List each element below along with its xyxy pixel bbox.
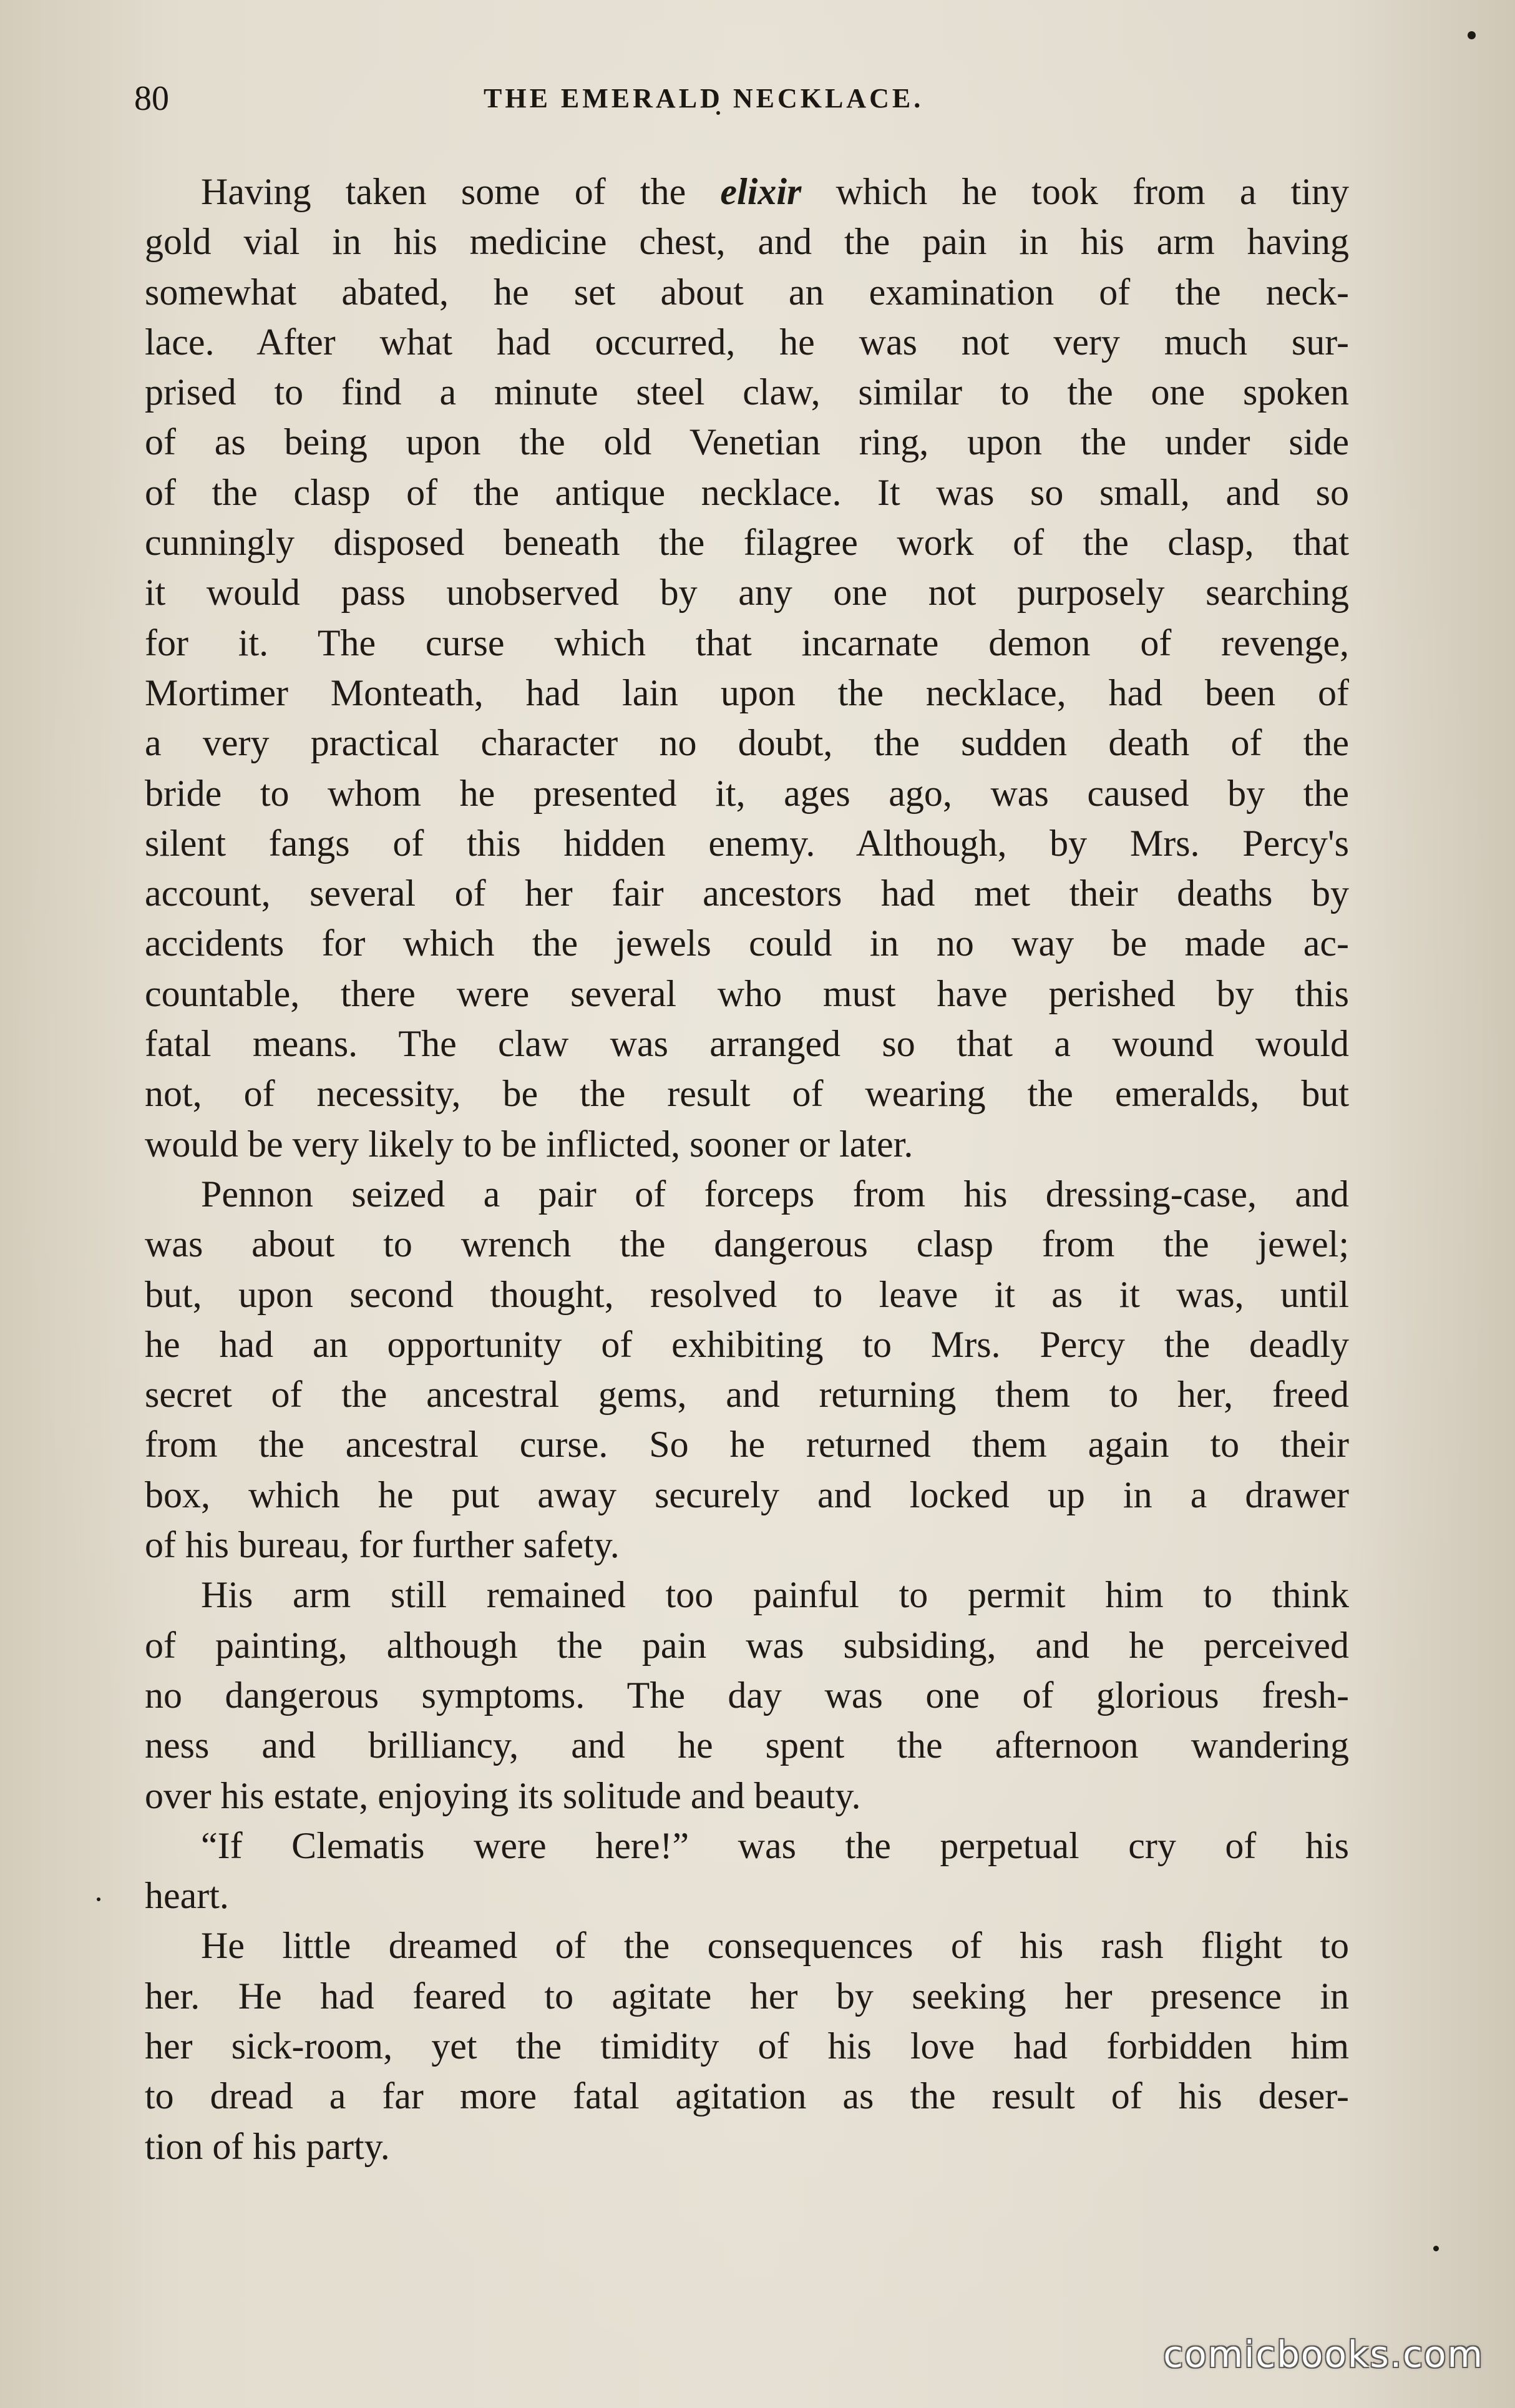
text-line: “If Clematis were here!” was the perpetual cry of his [201, 1824, 1349, 1866]
text-line: cunningly disposed beneath the filagree work of the clasp, that [145, 522, 1349, 564]
text-line: silent fangs of this hidden enemy. Although, by Mrs. Percy's [145, 822, 1349, 864]
text-line: His arm still remained too painful to permit him to think [201, 1574, 1349, 1616]
text-line: for it. The curse which that incarnate demon of revenge, [145, 622, 1349, 663]
text-line: would be very likely to be inflicted, sooner or later. [145, 1123, 913, 1165]
text-line: of the clasp of the antique necklace. It was so small, and so [145, 471, 1349, 513]
text-line: prised to find a minute steel claw, similar to the one spoken [145, 371, 1349, 413]
text-line: account, several of her fair ancestors had met their deaths by [145, 873, 1349, 914]
text-line: of painting, although the pain was subsiding, and he perceived [145, 1624, 1349, 1666]
text-line: from the ancestral curse. So he returned them again to their [145, 1424, 1349, 1466]
text-line: a very practical character no doubt, the sudden death of the [145, 722, 1349, 764]
text-line: over his estate, enjoying its solitude and beauty. [145, 1774, 861, 1816]
text-line: accidents for which the jewels could in no way be made ac- [145, 923, 1349, 964]
text-line: of as being upon the old Venetian ring, upon the under side [145, 421, 1349, 463]
running-head: THE EMERALD NECKLACE. [484, 83, 924, 114]
ink-speck [1433, 2246, 1439, 2251]
text-line: Having taken some of the elixir which he took from a tiny [201, 171, 1349, 212]
text-line: but, upon second thought, resolved to leave it as it was, until [145, 1273, 1349, 1315]
text-line: bride to whom he presented it, ages ago, was caused by the [145, 772, 1349, 814]
text-line: no dangerous symptoms. The day was one of glorious fresh- [145, 1674, 1349, 1716]
page-header [134, 74, 1354, 124]
text-line: Mortimer Monteath, had lain upon the necklace, had been of [145, 672, 1349, 713]
text-line: lace. After what had occurred, he was not very much sur- [145, 321, 1349, 363]
text-line: box, which he put away securely and locked up in a drawer [145, 1474, 1349, 1515]
text-line: of his bureau, for further safety. [145, 1524, 620, 1566]
page-number: 80 [134, 79, 169, 118]
ink-speck [1468, 31, 1476, 39]
text-line: tion of his party. [145, 2125, 390, 2167]
text-line: her. He had feared to agitate her by seeking her presence in [145, 1975, 1349, 2017]
text-line: was about to wrench the dangerous clasp from the jewel; [145, 1223, 1349, 1265]
text-line: to dread a far more fatal agitation as the result of his deser- [145, 2075, 1349, 2117]
text-line: ness and brilliancy, and he spent the afternoon wandering [145, 1725, 1349, 1766]
text-line: countable, there were several who must have perished by this [145, 972, 1349, 1014]
text-line: somewhat abated, he set about an examination of the neck- [145, 271, 1349, 313]
ink-speck [97, 1897, 100, 1901]
text-line: fatal means. The claw was arranged so that a wound would [145, 1023, 1349, 1065]
watermark: comicbooks.com [1163, 2333, 1484, 2376]
text-line: not, of necessity, be the result of wearing the emeralds, but [145, 1073, 1349, 1115]
text-line: He little dreamed of the consequences of his rash flight to [201, 1925, 1349, 1967]
text-line: Pennon seized a pair of forceps from his dressing-case, and [201, 1173, 1349, 1215]
text-line: secret of the ancestral gems, and returning them to her, freed [145, 1374, 1349, 1416]
text-line: her sick-room, yet the timidity of his love had forbidden him [145, 2025, 1349, 2067]
text-line: heart. [145, 1875, 229, 1917]
text-line: it would pass unobserved by any one not purposely searching [145, 572, 1349, 614]
text-line: he had an opportunity of exhibiting to Mrs. Percy the deadly [145, 1323, 1349, 1365]
body-text [145, 167, 1349, 2171]
text-line: gold vial in his medicine chest, and the pain in his arm having [145, 221, 1349, 263]
